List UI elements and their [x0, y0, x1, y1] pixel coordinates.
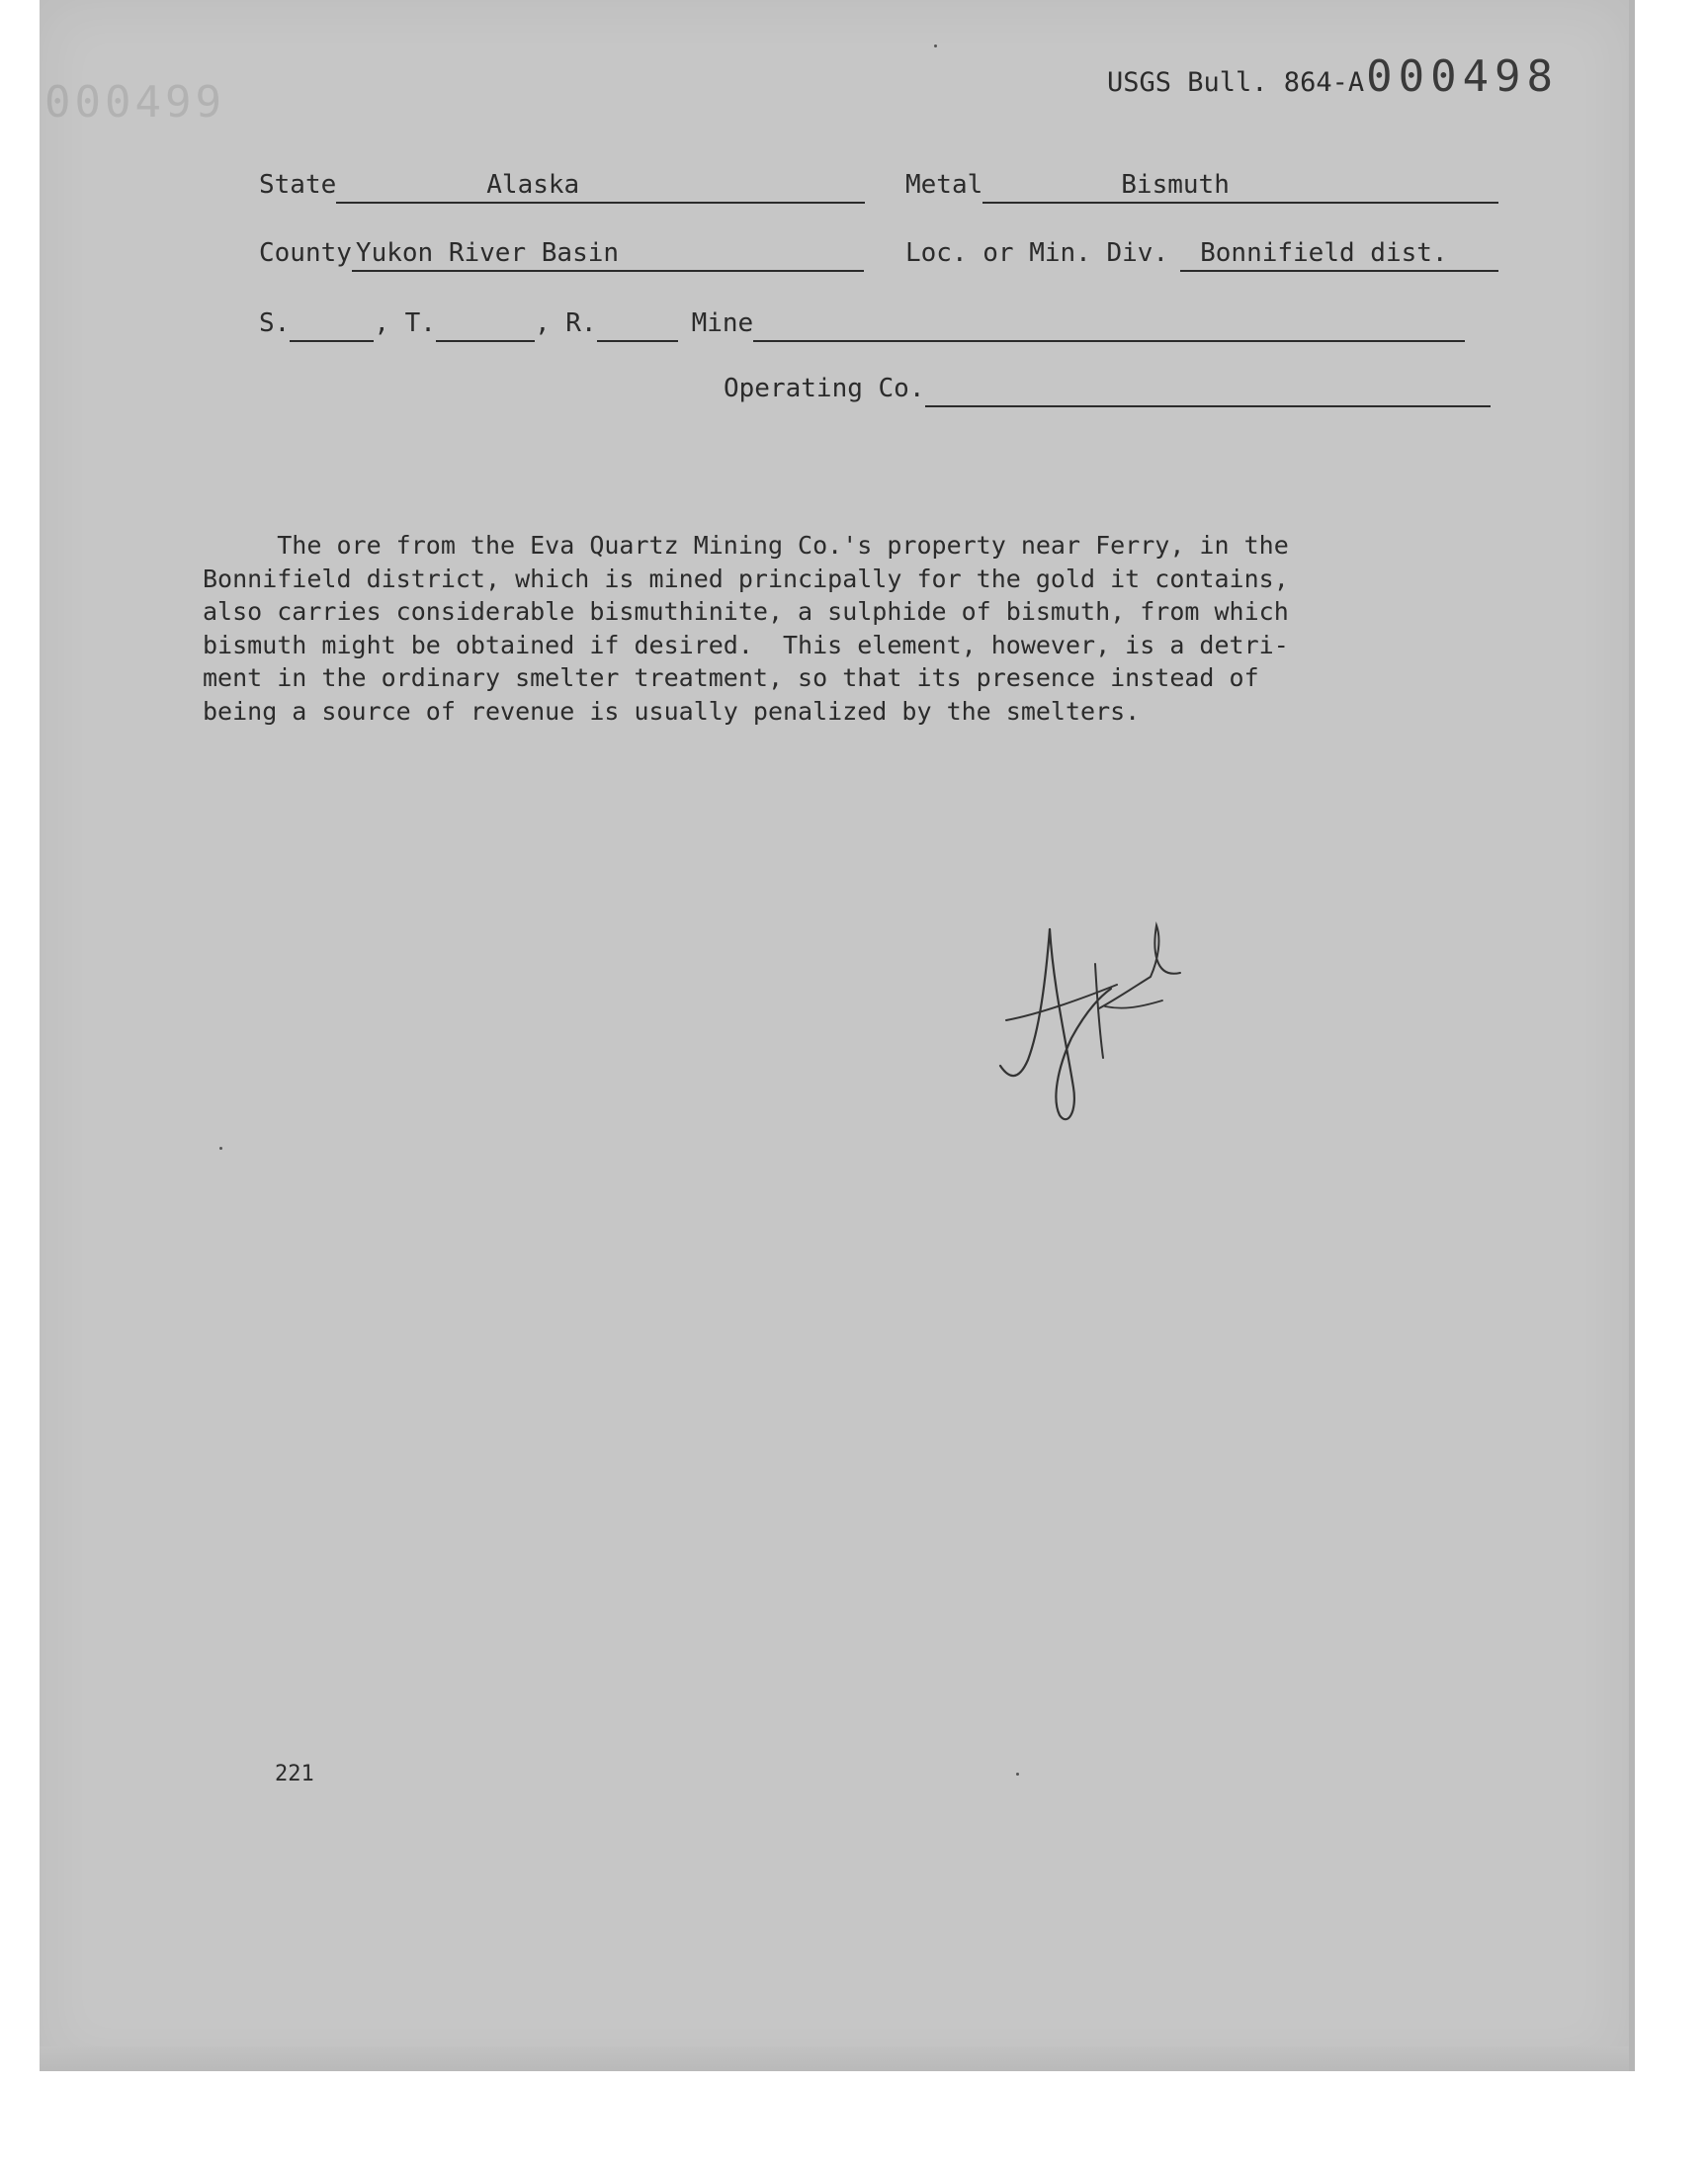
operating-company-label: Operating Co.: [724, 374, 925, 403]
paper-speck: [1016, 1773, 1019, 1776]
county-field: [352, 238, 864, 272]
section-label: S.: [259, 308, 291, 338]
location-label: Loc. or Min. Div.: [905, 238, 1169, 268]
handwritten-initials: [988, 890, 1245, 1137]
township-field: [436, 308, 535, 342]
body-paragraph: The ore from the Eva Quartz Mining Co.'s property near Ferry, in the Bonnifield district, which is mined principally for the gold it contains, also carries considerable bismuthinite, a sulphide of bismuth, from which bismuth might be obtained if desired. This element, however, is a detri- ment in the ordinary smelter treatment, so that its presence instead of being a source of revenue is usually penalized by the smelters.: [203, 531, 1289, 726]
paper-speck: [934, 44, 937, 47]
location-value: Bonnifield dist.: [1200, 238, 1448, 268]
county-label: County: [259, 238, 352, 268]
mine-label: Mine: [691, 308, 754, 338]
bulletin-reference: USGS Bull. 864-A: [1107, 67, 1365, 98]
metal-row: [905, 170, 1498, 204]
state-value: Alaska: [486, 170, 580, 200]
township-label: , T.: [374, 308, 436, 338]
section-township-range-row: [259, 308, 1465, 342]
state-label: State: [259, 170, 337, 200]
range-label: , R.: [534, 308, 597, 338]
operating-company-field: [925, 374, 1491, 407]
section-field: [290, 308, 374, 342]
page-number: 221: [275, 1762, 314, 1786]
metal-field: [982, 170, 1498, 204]
range-field: [597, 308, 678, 342]
state-field: [336, 170, 865, 204]
faded-stamp: 000499: [44, 77, 225, 128]
county-row: [259, 238, 864, 272]
location-row: [905, 238, 1498, 272]
metal-label: Metal: [905, 170, 983, 200]
page-right-edge: [1629, 0, 1635, 2071]
state-row: [259, 170, 865, 204]
county-value: Yukon River Basin: [355, 238, 620, 268]
paper-speck: [219, 1147, 222, 1150]
document-reference: [1107, 51, 1559, 102]
stamp-number: 000498: [1366, 51, 1560, 102]
location-field: [1180, 238, 1498, 272]
metal-value: Bismuth: [1121, 170, 1230, 200]
mine-field: [753, 308, 1465, 342]
document-page: [40, 0, 1629, 2071]
operating-company-row: [724, 374, 1491, 407]
page-bottom-edge: [40, 2046, 1629, 2071]
